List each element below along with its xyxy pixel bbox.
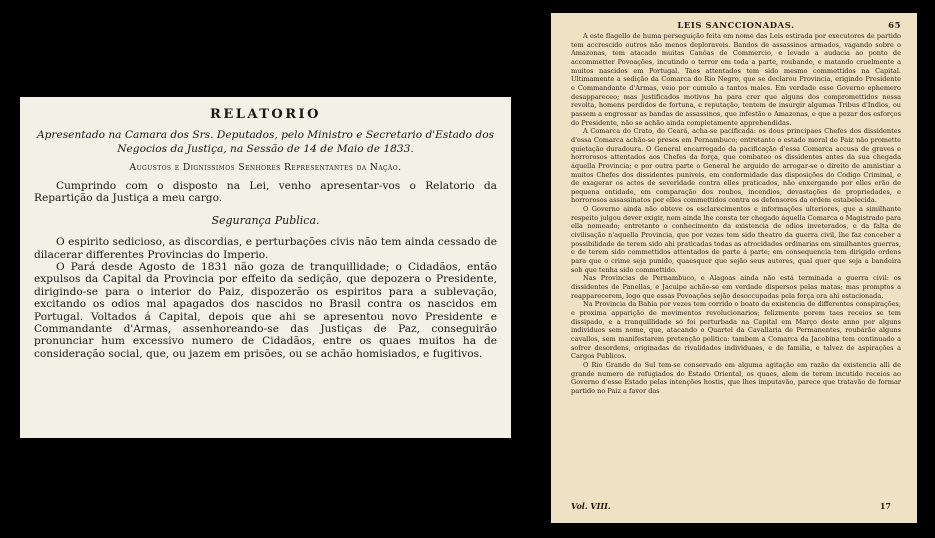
right-document-page — [551, 13, 917, 523]
left-document-page — [20, 97, 511, 438]
volume-label: Vol. VIII. — [571, 501, 611, 511]
right-paragraph-4: Nas Provincias de Pernambuco, e Alagoas ainda não está terminada a guerra civil: os dissidentes de Panellas, e Jacuipe achão-se em verdade dispersos pelas matas; mas promptos a reapparecerem, logo que essas Povoações sejão desoccupadas pela força ora ahi estacionada. — [571, 274, 901, 300]
report-title: RELATORIO — [210, 107, 321, 122]
right-paragraph-6: O Rio Grande do Sul tem-se conservado em alguma agitação em razão da existencia alli de grande numero de refugiados do Estado Oriental, os quaes, alem de terem incutido receios ao Governo d'esse Estado pelas intenções hostis, que lhes imputavão, parece que tratavão de formar partido no Paiz a favor das — [571, 360, 901, 395]
report-subtitle: Apresentado na Camara dos Srs. Deputados, pelo Ministro e Secretario d'Estado dos Negocios da Justiça, na Sessão de 14 de Maio de 1833. — [36, 129, 495, 155]
signature-mark: 17 — [879, 501, 891, 511]
right-paragraph-2: A Comarca do Crato, do Ceará, acha-se pacificada: os dous principaes Chefes dos dissidentes d'essa Comarca achão-se presos em Pernambuco; entretanto o estado moral do Paiz não promette quietação duradoura. O General encarregado da pacificação d'essa Comarca accusa de graves e horrorosos attentados aos Chefes da força, que combateo os dissidentes antes da sua chegada áquella Provincia; e por outra parte o General he arguido de arrogar-se o direito de amnistiar a muitos Chefes dos dissidentes puniveis, em conformidade das disposições do Codigo Criminal, e de exagerar os actos de severidade contra elles praticados, não enxergando por elles erão de pequena entidade, em comparação dos roubos, incendios, devastações de propriedades, e horrorosos assassinatos por elles commettidos contra os defensores da ordem estabelecida. — [571, 127, 901, 205]
running-head — [571, 20, 901, 32]
left-paragraph-1: O espirito sedicioso, as discordias, e perturbações civis não tem ainda cessado de dilacerar differentes Provincias do Imperio. — [34, 236, 497, 261]
running-head-title: LEIS SANCCIONADAS. — [677, 20, 795, 30]
page-footer — [571, 501, 891, 511]
page-number: 65 — [888, 20, 901, 30]
report-intro: Cumprindo com o disposto na Lei, venho apresentar-vos o Relatorio da Repartição da Justiça a meu cargo. — [34, 180, 497, 205]
section-heading: Segurança Publica. — [211, 213, 320, 227]
report-addressee: Augustos e Dignissimos Senhores Representantes da Nação. — [129, 162, 402, 173]
right-paragraph-3: O Governo ainda não obteve os esclarecimentos e informações ulteriores, que a similhante respeito julgou dever exigir, nem ainda lhe consta ter chegado áquella Comarca o Magistrado para ella nomeado; entretanto o conhecimento da existencia de odios inveterados, e da falta de civilisação n'aquella Provincia, que por vezes tem sido theatro da guerra civil, lhe faz conceber a possibilidade de terem sido ahi praticadas todas as atrocidades ordinarias em similhantes guerras, e de terem sido commettidos attentados de parte á parte; em consequencia tem dirigido ordens para que o crime seja punido, quaesquer que sejão seus autores, qual quer que seja a bandeira sob que tenha sido commettido. — [571, 205, 901, 274]
right-paragraph-1: A este flagello de huma perseguição feita em nome das Leis estirada por executores de partido tem accrescido outros não menos deploraveis. Bandos de assassinos armados, vagando sobre o Amazonas, tem atacado muitas Canôas de Commercio, e levado a audacia ao ponto de accommetter Povoações, incutindo o terror em toda a parte, roubando, e matando cruelmente a muitos nascidos em Portugal. Taes attentados tem sido mesmo commettidos na Capital. Ultimamente a sedição da Comarca do Rio Negro, que se declarou Provincia, erigindo Presidente e Commandante d'Armas, veio por cumulo a tantos males. Em verdade esse Governo ephemero desappareceo; mas justificados motivos ha para crer que alguns dos compromettidos nessa revolta, homens perdidos de fortuna, e reputação, tentem de insurgir algumas Tribus d'Indios, ou passem a engrossar as bandas de assassinos, que infestão o Amazonas, e que a pezar dos esforços do Presidente, não se achão ainda completamente apprehendidas. — [571, 32, 901, 127]
right-paragraph-5: Na Provincia da Bahia por vezes tem corrido o boato da existencia de differentes conspirações, e proxima apparição de movimentos revolucionarios; felizmente porem taes receios se tem dissipado, e a tranquillidade só foi perturbada na Capital em Março deste anno por alguns individuos sem nome, que, atacando o Quartel da Cavallaria de Permanentes, roubárão alguns cavallos, sem manifestarem pretenção politica: tambem a Comarca da Jacobina tem continuado a sofrer desordens, originadas de rivalidades individuaes, e de familia, e talvez de aspirações a Cargos Publicos. — [571, 300, 901, 361]
left-paragraph-2: O Pará desde Agosto de 1831 não goza de tranquillidade; o Cidadãos, então expulsos da Capital da Provincia por effeito da sedição, que depozera o Presidente, dirigindo-se para o interior do Paiz, dispozerão os espiritos para a sublevação, excitando os odios mal apagados dos nascidos no Brasil contra os nascidos em Portugal. Voltados á Capital, depois que ahi se apresentou novo Presidente e Commandante d'Armas, assenhoreando-se das Justiças de Paz, conseguirão pronunciar hum excessivo numero de Cidadãos, entre os quaes muitos ha de consideração social, que, ou jazem em prisões, ou se achão homisiados, e fugitivos. — [34, 261, 497, 360]
